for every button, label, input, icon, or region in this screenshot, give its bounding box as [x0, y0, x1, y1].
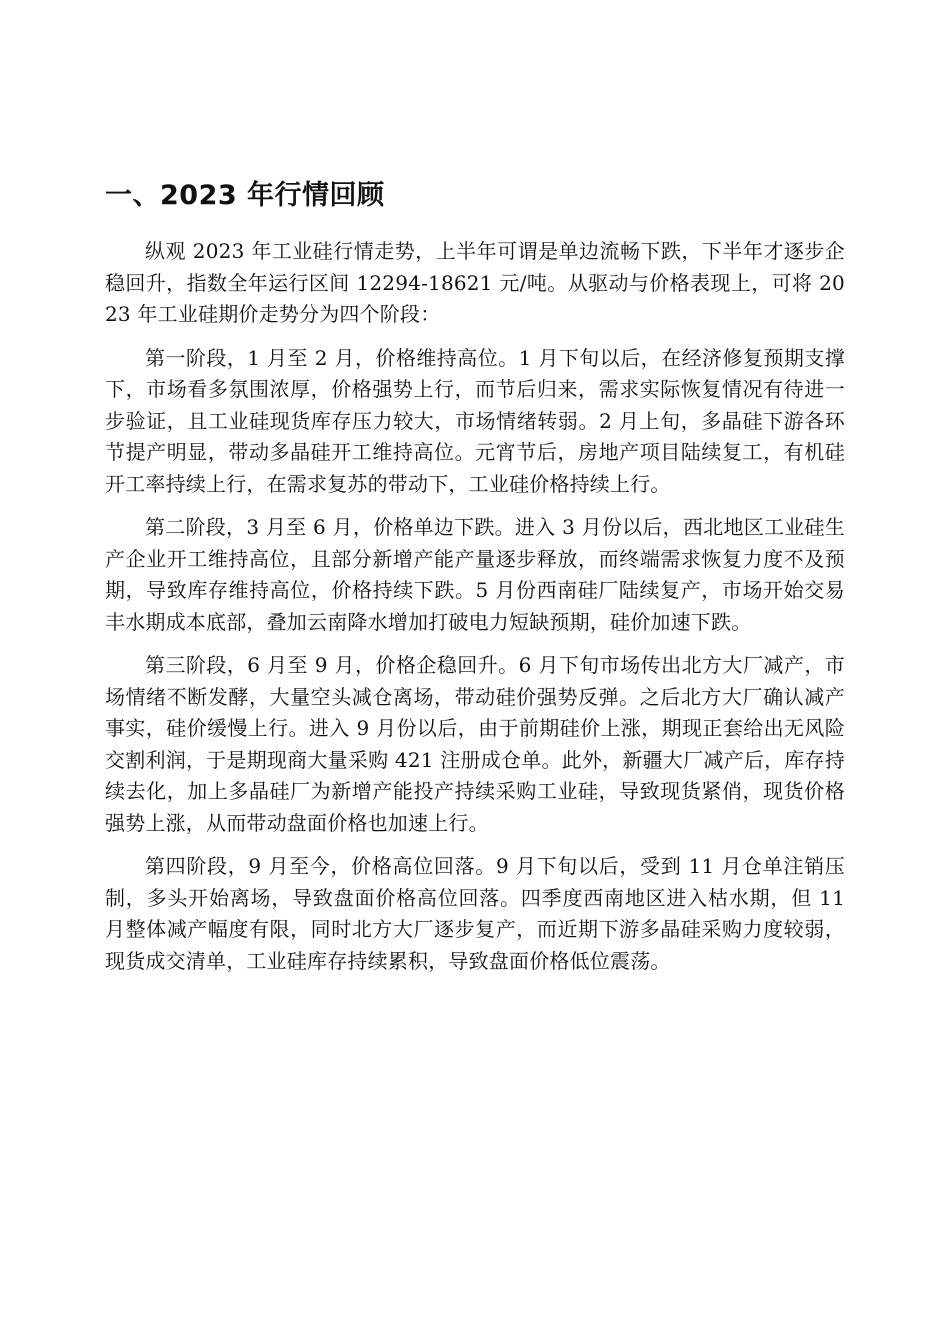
paragraph-stage-two: 第二阶段，3 月至 6 月，价格单边下跌。进入 3 月份以后，西北地区工业硅生产企业开工维持高位，且部分新增产能产量逐步释放，而终端需求恢复力度不及预期，导致库存维持高位，价格持续下跌。5 月份西南硅厂陆续复产，市场开始交易丰水期成本底部，叠加云南降水增加打破电力短缺预期，硅价加速下跌。: [105, 515, 845, 634]
section-title: 一、2023 年行情回顾: [105, 180, 385, 211]
paragraph-stage-four: 第四阶段，9 月至今，价格高位回落。9 月下旬以后，受到 11 月仓单注销压制，多头开始离场，导致盘面价格高位回落。四季度西南地区进入枯水期，但 11 月整体减产幅度有限，同时北方大厂逐步复产，而近期下游多晶硅采购力度较弱，现货成交清单，工业硅库存持续累积，导致盘面价格低位震荡。: [105, 854, 845, 973]
section-body: [105, 236, 845, 989]
paragraph-overview: 纵观 2023 年工业硅行情走势，上半年可谓是单边流畅下跌，下半年才逐步企稳回升，指数全年运行区间 12294-18621 元/吨。从驱动与价格表现上，可将 2023 年工业硅期价走势分为四个阶段：: [105, 239, 845, 326]
paragraph-stage-three: 第三阶段，6 月至 9 月，价格企稳回升。6 月下旬市场传出北方大厂减产，市场情绪不断发酵，大量空头减仓离场，带动硅价强势反弹。之后北方大厂确认减产事实，硅价缓慢上行。进入 9 月份以后，由于前期硅价上涨，期现正套给出无风险交割利润，于是期现商大量采购 421 注册成仓单。此外，新疆大厂减产后，库存持续去化，加上多晶硅厂为新增产能投产持续采购工业硅，导致现货紧俏，现货价格强势上涨，从而带动盘面价格也加速上行。: [105, 653, 845, 835]
paragraph-stage-one: 第一阶段，1 月至 2 月，价格维持高位。1 月下旬以后，在经济修复预期支撑下，市场看多氛围浓厚，价格强势上行，而节后归来，需求实际恢复情况有待进一步验证，且工业硅现货库存压力较大，市场情绪转弱。2 月上旬，多晶硅下游各环节提产明显，带动多晶硅开工维持高位。元宵节后，房地产项目陆续复工，有机硅开工率持续上行，在需求复苏的带动下，工业硅价格持续上行。: [105, 345, 845, 496]
